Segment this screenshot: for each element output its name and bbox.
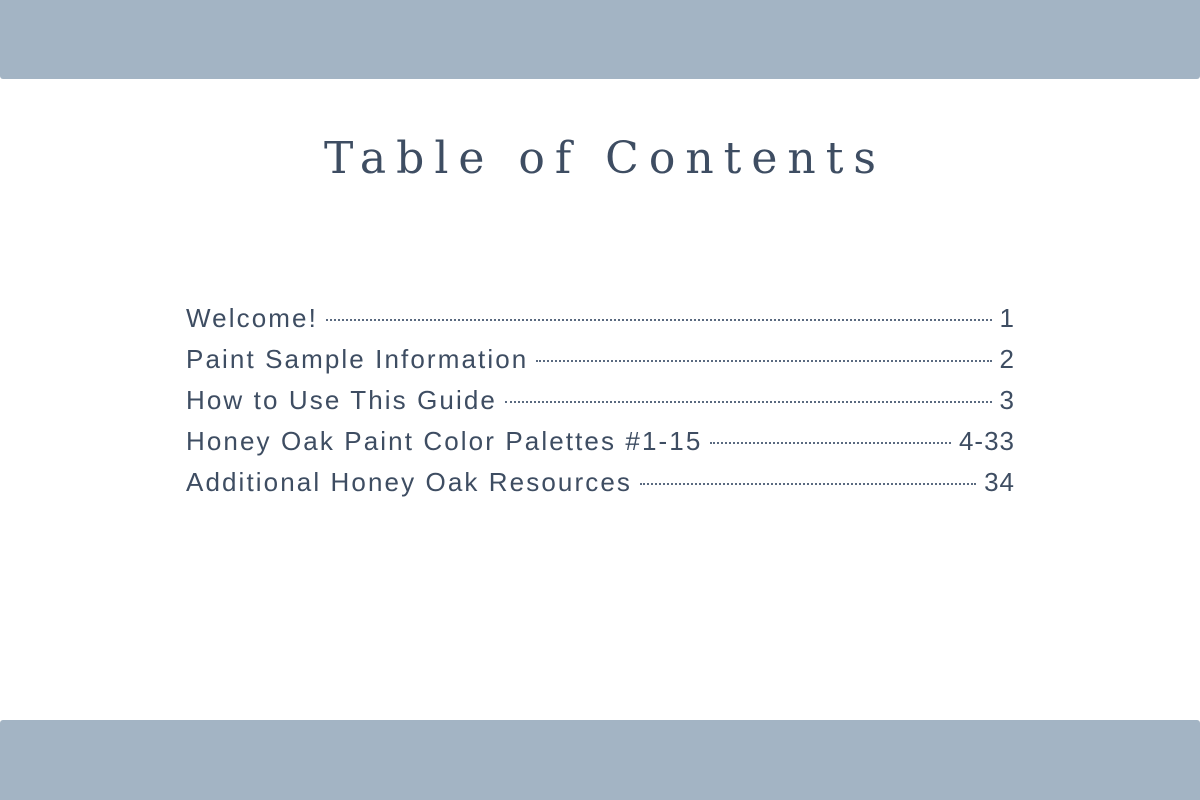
toc-entry-page: 3 <box>999 385 1015 415</box>
toc-entry-page: 34 <box>984 467 1015 497</box>
table-of-contents <box>186 298 1015 503</box>
dot-leader <box>640 483 976 485</box>
toc-entry-label: Paint Sample Information <box>186 344 529 374</box>
dot-leader <box>326 319 992 321</box>
toc-entry-label: Honey Oak Paint Color Palettes #1-15 <box>186 426 703 456</box>
toc-entry-label: How to Use This Guide <box>186 385 497 415</box>
toc-entry-paint-sample-information[interactable] <box>186 339 1015 380</box>
toc-entry-page: 2 <box>999 344 1015 374</box>
toc-entry-page: 1 <box>999 303 1015 333</box>
top-band <box>0 0 1200 79</box>
page-title: Table of Contents <box>323 133 886 184</box>
toc-entry-additional-resources[interactable] <box>186 462 1015 503</box>
toc-entry-color-palettes[interactable] <box>186 421 1015 462</box>
bottom-band <box>0 720 1200 800</box>
dot-leader <box>505 401 992 403</box>
toc-entry-page: 4-33 <box>958 426 1015 456</box>
dot-leader <box>536 360 991 362</box>
toc-entry-label: Additional Honey Oak Resources <box>186 467 632 497</box>
dot-leader <box>710 442 951 444</box>
toc-entry-how-to-use[interactable] <box>186 380 1015 421</box>
toc-entry-label: Welcome! <box>186 303 318 333</box>
toc-entry-welcome[interactable] <box>186 298 1015 339</box>
